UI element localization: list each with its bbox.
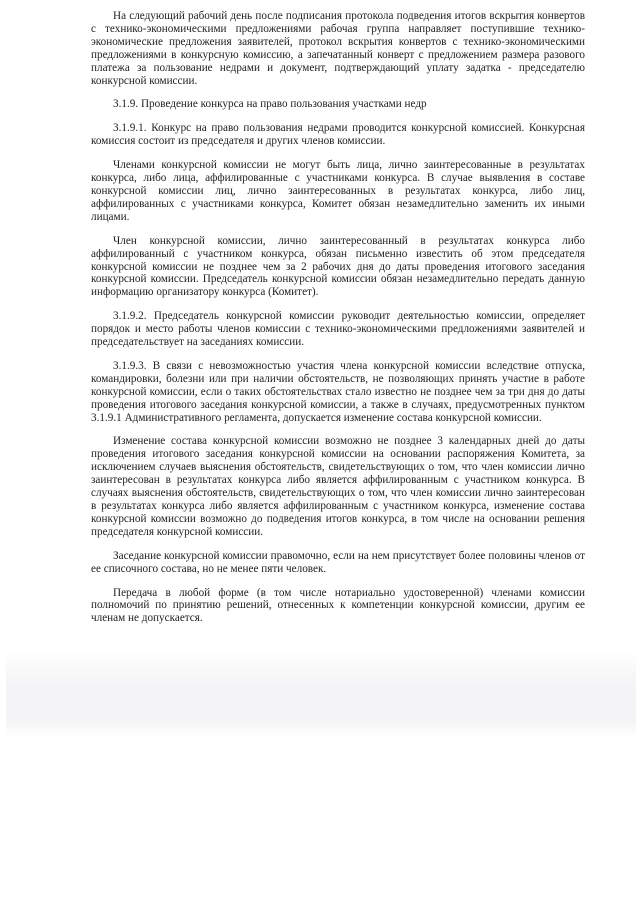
section-heading-3-1-9: 3.1.9. Проведение конкурса на право пользования участками недр	[113, 98, 427, 111]
paragraph-commission-members: Членами конкурсной комиссии не могут быть лица, лично заинтересованные в результатах конкурса, либо лица, аффилированные с участниками конкурса. В случае выявления в составе конкурсной комиссии лиц, лично заинтересованных в результатах конкурса, либо лиц, аффилированных с участниками конкурса, Комитет обязан незамедлительно заменить их иными лицами.	[91, 159, 585, 223]
paragraph-quorum: Заседание конкурсной комиссии правомочно, если на нем присутствует более половины членов от ее списочного состава, но не менее пяти человек.	[91, 549, 585, 575]
paragraph-transfer-to-commission: На следующий рабочий день после подписания протокола подведения итогов вскрытия конвертов с технико-экономическими предложениями рабочая группа направляет поступившие технико-экономические предложения заявителей, протокол вскрытия конвертов с технико-экономическими предложениями в конкурсную комиссию, а запечатанный конверт с предложением размера разового платежа за пользование недрами и документ, подтверждающий уплату задатка - председателю конкурсной комиссии.	[91, 10, 585, 87]
paragraph-3-1-9-3: 3.1.9.3. В связи с невозможностью участия члена конкурсной комиссии вследствие отпуска, командировки, болезни или при наличии обстоятельств, не позволяющих принять участие в работе конкурсной комиссии, если о таких обстоятельствах стало известно не позднее чем за три дня до даты проведения итогового заседания конкурсной комиссии, а также в случаях, предусмотренных пунктом 3.1.9.1 Административного регламента, допускается изменение состава конкурсной комиссии.	[91, 359, 585, 424]
paragraph-3-1-9-2: 3.1.9.2. Председатель конкурсной комиссии руководит деятельностью комиссии, определяет порядок и место работы членов комиссии с технико-экономическими предложениями заявителей и председательствует на заседаниях комиссии.	[91, 310, 585, 349]
paragraph-3-1-9-1: 3.1.9.1. Конкурс на право пользования недрами проводится конкурсной комиссией. Конкурсная комиссия состоит из председателя и других членов комиссии.	[91, 122, 585, 148]
scan-shadow	[6, 650, 636, 738]
paragraph-composition-change: Изменение состава конкурсной комиссии возможно не позднее 3 календарных дней до даты проведения итогового заседания конкурсной комиссии на основании распоряжения Комитета, за исключением случаев выяснения обстоятельств, свидетельствующих о том, что член комиссии лично заинтересован в результатах конкурса либо является аффилированным с участником конкурса. В случаях выяснения обстоятельств, свидетельствующих о том, что член комиссии лично заинтересован в результатах конкурса либо является аффилированным с участником конкурса, изменение состава конкурсной комиссии возможно до подведения итогов конкурса, в том числе на основании решения председателя конкурсной комиссии.	[91, 435, 585, 538]
paragraph-interested-member: Член конкурсной комиссии, лично заинтересованный в результатах конкурса либо аффилированный с участником конкурса, обязан письменно известить об этом председателя конкурсной комиссии не позднее чем за 2 рабочих дня до даты проведения итогового заседания конкурсной комиссии. Председатель конкурсной комиссии обязан незамедлительно передать данную информацию организатору конкурса (Комитет).	[91, 234, 585, 299]
document-body	[91, 10, 585, 625]
paragraph-delegation-ban: Передача в любой форме (в том числе нотариально удостоверенной) членами комиссии полномочий по принятию решений, отнесенных к компетенции конкурсной комиссии, другим ее членам не допускается.	[91, 586, 585, 625]
